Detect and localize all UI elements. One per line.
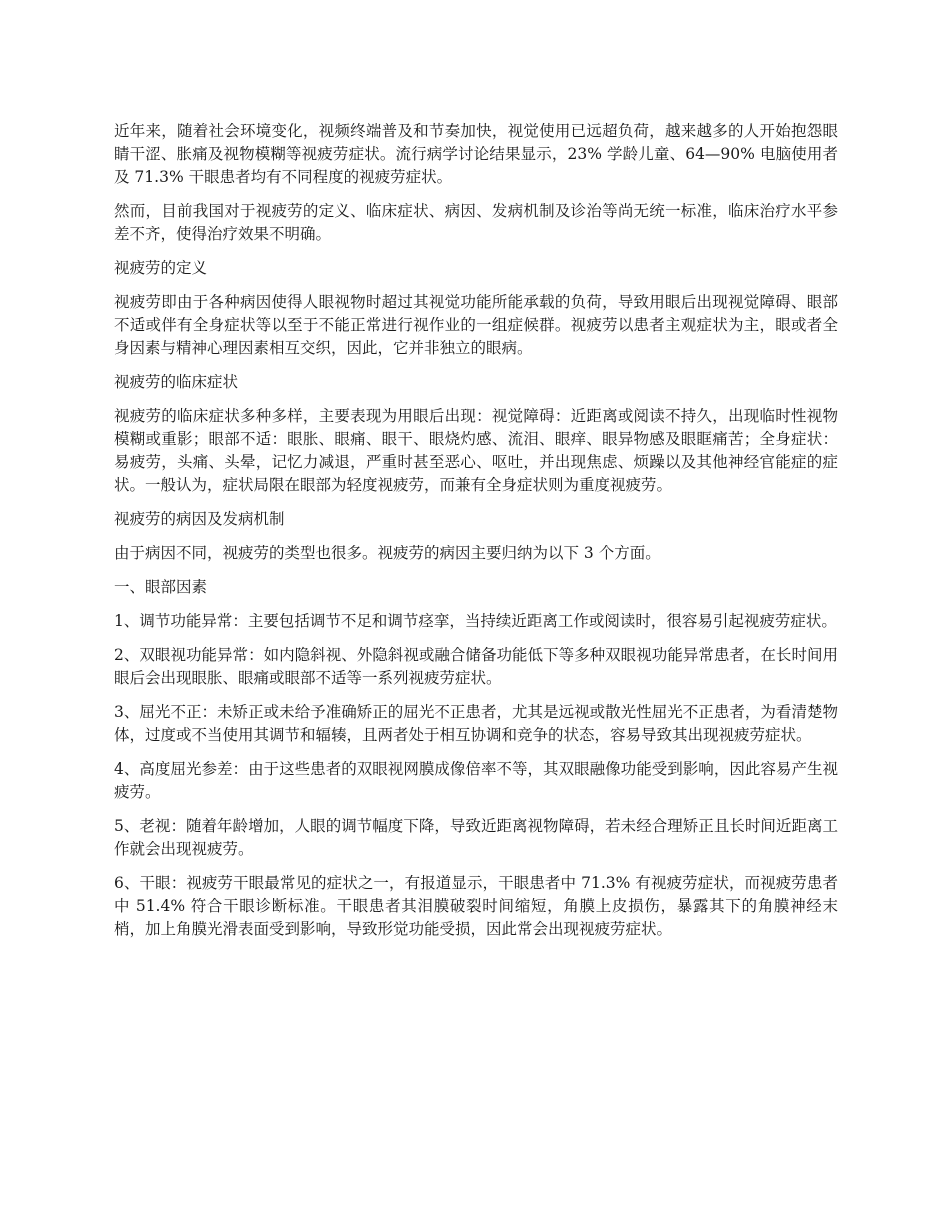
symptoms-paragraph: 视疲劳的临床症状多种多样，主要表现为用眼后出现：视觉障碍：近距离或阅读不持久，出现临时性视物模糊或重影；眼部不适：眼胀、眼痛、眼干、眼烧灼感、流泪、眼痒、眼异物感及眼眶痛苦；全身症状：易疲劳，头痛、头晕，记忆力减退，严重时甚至恶心、呕吐，并出现焦虑、烦躁以及其他神经官能症的症状。一般认为，症状局限在眼部为轻度视疲劳，而兼有全身症状则为重度视疲劳。 bbox=[114, 407, 838, 494]
definition-paragraph: 视疲劳即由于各种病因使得人眼视物时超过其视觉功能所能承载的负荷，导致用眼后出现视觉障碍、眼部不适或伴有全身症状等以至于不能正常进行视作业的一组症候群。视疲劳以患者主观症状为主，眼或者全身因素与精神心理因素相互交织，因此，它并非独立的眼病。 bbox=[114, 293, 838, 357]
list-item: 2、双眼视功能异常：如内隐斜视、外隐斜视或融合储备功能低下等多种双眼视功能异常患者，在长时间用眼后会出现眼胀、眼痛或眼部不适等一系列视疲劳症状。 bbox=[114, 646, 838, 687]
list-item: 5、老视：随着年龄增加，人眼的调节幅度下降，导致近距离视物障碍，若未经合理矫正且长时间近距离工作就会出现视疲劳。 bbox=[114, 817, 838, 858]
document-page bbox=[114, 120, 838, 952]
causes-intro-paragraph: 由于病因不同，视疲劳的类型也很多。视疲劳的病因主要归纳为以下 3 个方面。 bbox=[114, 544, 661, 562]
list-item: 1、调节功能异常：主要包括调节不足和调节痉挛，当持续近距离工作或阅读时，很容易引起视疲劳症状。 bbox=[114, 612, 837, 630]
list-item: 3、屈光不正：未矫正或未给予准确矫正的屈光不正患者，尤其是远视或散光性屈光不正患者，为看清楚物体，过度或不当使用其调节和辐辏，且两者处于相互协调和竞争的状态，容易导致其出现视疲劳症状。 bbox=[114, 703, 838, 744]
definition-heading: 视疲劳的定义 bbox=[114, 259, 208, 277]
list-item: 6、干眼：视疲劳干眼最常见的症状之一，有报道显示，干眼患者中 71.3% 有视疲劳症状，而视疲劳患者中 51.4% 符合干眼诊断标准。干眼患者其泪膜破裂时间缩短，角膜上皮损伤，暴露其下的角膜神经末梢，加上角膜光滑表面受到影响，导致形觉功能受损，因此常会出现视疲劳症状。 bbox=[114, 874, 838, 938]
eye-factors-subheading: 一、眼部因素 bbox=[114, 578, 208, 596]
causes-heading: 视疲劳的病因及发病机制 bbox=[114, 510, 285, 528]
symptoms-heading: 视疲劳的临床症状 bbox=[114, 373, 239, 391]
intro-paragraph-1: 近年来，随着社会环境变化，视频终端普及和节奏加快，视觉使用已远超负荷，越来越多的人开始抱怨眼睛干涩、胀痛及视物模糊等视疲劳症状。流行病学讨论结果显示，23% 学龄儿童、64—90% 电脑使用者及 71.3% 干眼患者均有不同程度的视疲劳症状。 bbox=[114, 122, 838, 186]
list-item: 4、高度屈光参差：由于这些患者的双眼视网膜成像倍率不等，其双眼融像功能受到影响，因此容易产生视疲劳。 bbox=[114, 760, 838, 801]
intro-paragraph-2: 然而，目前我国对于视疲劳的定义、临床症状、病因、发病机制及诊治等尚无统一标准，临床治疗水平参差不齐，使得治疗效果不明确。 bbox=[114, 202, 838, 243]
